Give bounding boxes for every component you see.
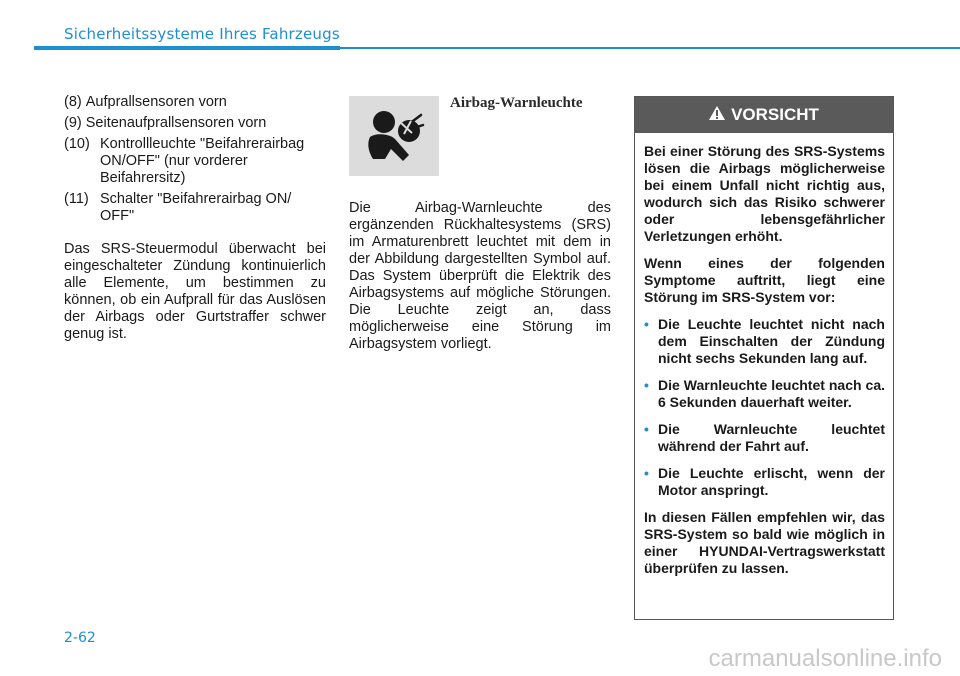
airbag-warning-heading: Airbag-Warnleuchte	[450, 95, 583, 111]
page-number: 2-62	[64, 630, 96, 646]
caution-bullet	[644, 421, 885, 455]
list-item	[64, 136, 326, 187]
watermark: carmanualsonline.info	[708, 645, 942, 672]
left-column	[64, 94, 326, 343]
caution-bullet	[644, 316, 885, 367]
list-item	[64, 191, 326, 225]
list-number: (11)	[64, 191, 89, 207]
list-text: Schalter "Beifahrerairbag ON/ OFF"	[100, 191, 292, 224]
airbag-symbol	[365, 109, 425, 164]
warning-triangle-icon	[709, 105, 725, 125]
list-text: Seitenaufprallsensoren vorn	[85, 115, 267, 131]
list-text: Aufprallsensoren vorn	[85, 94, 227, 110]
list-number: (10)	[64, 136, 90, 152]
list-number: (8)	[64, 94, 82, 110]
list-number: (9)	[64, 115, 82, 131]
caution-body	[635, 133, 893, 577]
bullet-dot: •	[644, 465, 649, 481]
caution-header	[635, 97, 893, 133]
header-rule	[34, 46, 340, 50]
caution-paragraph: Bei einer Störung des SRS-Systems lösen die Airbags möglicherweise bei einem Unfall nicht richtig aus, wodurch sich das Risiko schwerer oder lebensgefährlicher Verletzungen erhöht.	[644, 143, 885, 244]
bullet-dot: •	[644, 316, 649, 332]
bullet-dot: •	[644, 421, 649, 437]
list-item	[64, 94, 326, 111]
bullet-text: Die Leuchte erlischt, wenn der Motor anspringt.	[658, 465, 885, 498]
caution-paragraph: In diesen Fällen empfehlen wir, das SRS-System so bald wie möglich in einer HYUNDAI-Vertragswerkstatt überprüfen zu lassen.	[644, 509, 885, 576]
list-text: Kontrollleuchte "Beifahrerairbag ON/OFF" (nur vorderer Beifahrersitz)	[100, 136, 305, 186]
caution-title: VORSICHT	[731, 105, 819, 124]
srs-module-paragraph: Das SRS-Steuermodul überwacht bei eingeschalteter Zündung kontinuierlich alle Elemente, um bestimmen zu können, ob ein Aufprall für das Auslösen der Airbags oder Gurtstraffer schwer genug ist.	[64, 241, 326, 342]
bullet-dot: •	[644, 377, 649, 393]
caution-bullet	[644, 465, 885, 499]
caution-paragraph: Wenn eines der folgenden Symptome auftritt, liegt eine Störung im SRS-System vor:	[644, 255, 885, 305]
airbag-warning-paragraph: Die Airbag-Warnleuchte des ergänzenden Rückhaltesystems (SRS) im Armaturenbrett leuchtet mit dem in der Abbildung dargestellten Symbol auf. Das System überprüft die Elektrik des Airbagsystems auf mögliche Störungen. Die Leuchte zeigt an, dass möglicherweise eine Störung im Airbagsystem vorliegt.	[349, 200, 611, 352]
bullet-text: Die Warnleuchte leuchtet während der Fahrt auf.	[658, 421, 885, 454]
bullet-text: Die Leuchte leuchtet nicht nach dem Einschalten der Zündung nicht sechs Sekunden lang auf.	[658, 316, 885, 366]
caution-box	[634, 96, 894, 620]
list-item	[64, 115, 326, 132]
bullet-text: Die Warnleuchte leuchtet nach ca. 6 Sekunden dauerhaft weiter.	[658, 377, 885, 410]
airbag-warning-icon	[349, 96, 439, 176]
section-title: Sicherheitssysteme Ihres Fahrzeugs	[64, 25, 340, 43]
header-rule-thin	[340, 47, 960, 49]
caution-bullet	[644, 377, 885, 411]
